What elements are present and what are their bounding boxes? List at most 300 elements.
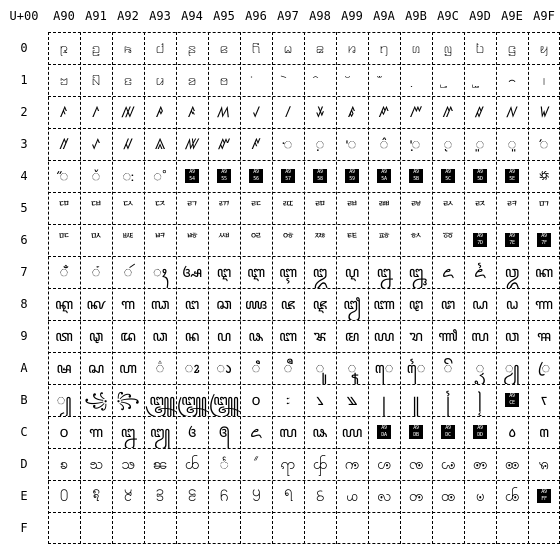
codepoint-hex-box bbox=[185, 169, 199, 183]
codepoint-hex-low: 5C bbox=[445, 176, 451, 182]
glyph-cell: ꧑ bbox=[88, 423, 104, 441]
codepoint-hex-low: DC bbox=[445, 432, 451, 438]
codepoint-hex-high: A9 bbox=[349, 169, 355, 175]
glyph-cell: ꦡ bbox=[88, 327, 104, 345]
grid-line-horizontal bbox=[48, 128, 560, 129]
column-header: A9D bbox=[469, 9, 491, 23]
glyph-cell: ꥬ bbox=[440, 199, 456, 217]
row-header: B bbox=[20, 393, 28, 407]
row-header: D bbox=[20, 457, 28, 471]
corner-label: U+00 bbox=[9, 9, 39, 23]
glyph-cell: ꥦ bbox=[248, 199, 264, 217]
row-header: 4 bbox=[20, 169, 28, 183]
glyph-cell: ꧪ bbox=[376, 455, 392, 473]
row-header: 8 bbox=[20, 297, 28, 311]
glyph-cell: ꦟ bbox=[535, 295, 553, 313]
row-header: 0 bbox=[20, 41, 28, 55]
glyph-cell: ꤕ bbox=[219, 39, 229, 57]
codepoint-hex-box bbox=[441, 425, 455, 439]
glyph-cell: ꧄ bbox=[177, 391, 207, 409]
glyph-cell: ꤸ bbox=[315, 103, 325, 121]
row-header: A bbox=[20, 361, 28, 375]
codepoint-hex-box bbox=[441, 169, 455, 183]
unassigned-codepoint-box bbox=[464, 160, 496, 192]
glyph-cell: ꤳ bbox=[156, 103, 164, 121]
codepoint-hex-box bbox=[377, 425, 391, 439]
codepoint-hex-high: A9 bbox=[381, 169, 387, 175]
grid-line-horizontal bbox=[48, 352, 560, 353]
glyph-cell: ꤠ bbox=[59, 71, 69, 89]
glyph-cell: ꤰ bbox=[60, 103, 68, 121]
glyph-cell: ꥲ bbox=[120, 231, 136, 249]
glyph-cell: ꥟ bbox=[538, 167, 550, 185]
glyph-cell: ꥡ bbox=[88, 199, 104, 217]
grid-line-horizontal bbox=[48, 448, 560, 449]
glyph-cell: ꥇ bbox=[283, 135, 293, 153]
column-header: A9B bbox=[405, 9, 427, 23]
glyph-cell: ꤒ bbox=[123, 39, 133, 57]
codepoint-hex-low: 57 bbox=[285, 176, 291, 182]
glyph-cell: ꧵ bbox=[219, 487, 229, 505]
glyph-cell: ꦹ bbox=[347, 359, 357, 377]
glyph-cell: ꤷ bbox=[285, 103, 291, 121]
grid-line-horizontal bbox=[48, 192, 560, 193]
glyph-cell: ꦓ bbox=[150, 295, 170, 313]
glyph-cell bbox=[272, 64, 304, 96]
unassigned-codepoint-box bbox=[464, 224, 496, 256]
unassigned-codepoint-box bbox=[400, 416, 432, 448]
codepoint-hex-low: 5D bbox=[477, 176, 483, 182]
glyph-cell: ꦋ bbox=[408, 263, 424, 281]
row-header: 7 bbox=[20, 265, 28, 279]
row-header: 5 bbox=[20, 201, 28, 215]
codepoint-hex-box bbox=[217, 169, 231, 183]
glyph-cell: ꧥ bbox=[219, 455, 229, 473]
glyph-cell: ꥫ bbox=[408, 199, 424, 217]
glyph-cell: ꦫ bbox=[409, 327, 423, 345]
glyph-cell: ꤿ bbox=[538, 103, 550, 121]
glyph-cell: ꧸ bbox=[315, 487, 325, 505]
glyph-cell: ꦢ bbox=[120, 327, 136, 345]
unassigned-codepoint-box bbox=[176, 160, 208, 192]
glyph-cell: ꦬ bbox=[438, 327, 458, 345]
glyph-cell: ꦼ bbox=[443, 359, 453, 377]
unassigned-codepoint-box bbox=[496, 384, 528, 416]
glyph-cell: ꥉ bbox=[347, 135, 357, 153]
row-header: E bbox=[20, 489, 28, 503]
glyph-cell: ꦒ bbox=[120, 295, 136, 313]
glyph-cell: ꤔ bbox=[187, 39, 197, 57]
glyph-cell: ꥣ bbox=[152, 199, 168, 217]
row-header: 9 bbox=[20, 329, 28, 343]
unassigned-codepoint-box bbox=[496, 224, 528, 256]
glyph-cell: ꥧ bbox=[280, 199, 296, 217]
glyph-cell: ꧐ bbox=[59, 423, 69, 441]
glyph-cell: ꦏ bbox=[534, 263, 554, 281]
glyph-cell: ꥆ bbox=[251, 135, 261, 153]
codepoint-hex-box bbox=[281, 169, 295, 183]
glyph-cell: ꧃ bbox=[144, 391, 176, 409]
column-header: A9C bbox=[437, 9, 459, 23]
glyph-cell: ꧙ bbox=[341, 423, 363, 441]
glyph-cell: ꧰ bbox=[59, 487, 69, 505]
codepoint-hex-high: A9 bbox=[477, 233, 483, 239]
grid-line-horizontal bbox=[48, 64, 560, 65]
grid-line-horizontal bbox=[48, 320, 560, 321]
glyph-cell: ꤓ bbox=[155, 39, 165, 57]
codepoint-hex-low: 56 bbox=[253, 176, 259, 182]
codepoint-hex-box bbox=[505, 393, 519, 407]
glyph-cell: ꦻ bbox=[406, 359, 426, 377]
glyph-cell: ꧳ bbox=[155, 487, 165, 505]
codepoint-hex-box bbox=[313, 169, 327, 183]
codepoint-hex-high: A9 bbox=[189, 169, 195, 175]
glyph-cell: ꤶ bbox=[252, 103, 260, 121]
glyph-cell: ꦑ bbox=[86, 295, 106, 313]
glyph-cell: ꦰ bbox=[56, 359, 72, 377]
grid-line-horizontal bbox=[48, 416, 560, 417]
glyph-cell: ꧡ bbox=[89, 455, 103, 473]
glyph-cell: ꤑ bbox=[91, 39, 101, 57]
glyph-cell: ꤗ bbox=[283, 39, 293, 57]
glyph-cell: ꦄ bbox=[181, 263, 203, 281]
glyph-cell bbox=[368, 64, 400, 96]
glyph-cell: ꦭ bbox=[471, 327, 489, 345]
codepoint-hex-low: FF bbox=[541, 496, 547, 502]
codepoint-hex-box bbox=[505, 233, 519, 247]
codepoint-hex-high: A9 bbox=[445, 425, 451, 431]
codepoint-hex-box bbox=[249, 169, 263, 183]
glyph-cell: ꦍ bbox=[474, 263, 486, 281]
glyph-cell: ꥃ bbox=[155, 135, 165, 153]
glyph-cell: ꦧ bbox=[278, 327, 298, 345]
glyph-cell bbox=[400, 64, 432, 96]
codepoint-hex-high: A9 bbox=[477, 425, 483, 431]
glyph-cell: ꦐ bbox=[54, 295, 74, 313]
glyph-cell: ꦁ bbox=[91, 263, 101, 281]
glyph-cell: ꦇ bbox=[278, 263, 298, 281]
column-header: A96 bbox=[245, 9, 267, 23]
unassigned-codepoint-box bbox=[272, 160, 304, 192]
glyph-cell: ꦷ bbox=[283, 359, 293, 377]
glyph-cell: ꥒ bbox=[122, 167, 134, 185]
column-header: A97 bbox=[277, 9, 299, 23]
grid-line-horizontal bbox=[48, 480, 560, 481]
glyph-cell: ꧋ bbox=[412, 391, 420, 409]
codepoint-hex-high: A9 bbox=[477, 169, 483, 175]
glyph-cell: ꦲ bbox=[119, 359, 137, 377]
glyph-cell: ꦙ bbox=[343, 295, 361, 313]
glyph-cell: ꥂ bbox=[123, 135, 133, 153]
codepoint-hex-box bbox=[377, 169, 391, 183]
glyph-cell: ꧉ bbox=[346, 391, 358, 409]
column-header: A9A bbox=[373, 9, 395, 23]
glyph-cell: ꧒ bbox=[120, 423, 136, 441]
unassigned-codepoint-box bbox=[368, 160, 400, 192]
glyph-cell: ꦎ bbox=[504, 263, 520, 281]
unassigned-codepoint-box bbox=[400, 160, 432, 192]
glyph-cell: ꥓ bbox=[153, 167, 167, 185]
glyph-cell: ꤥ bbox=[219, 71, 229, 89]
glyph-cell: ꦠ bbox=[55, 327, 73, 345]
glyph-cell: ꥷ bbox=[280, 231, 296, 249]
codepoint-hex-box bbox=[473, 233, 487, 247]
glyph-cell: ꧬ bbox=[440, 455, 456, 473]
row-header: C bbox=[20, 425, 28, 439]
grid-line-horizontal bbox=[48, 384, 560, 385]
glyph-cell: ꥈ bbox=[315, 135, 325, 153]
glyph-cell: ꥭ bbox=[472, 199, 488, 217]
glyph-cell: ꦅ bbox=[216, 263, 232, 281]
glyph-cell: ꦘ bbox=[312, 295, 328, 313]
glyph-cell: ꧴ bbox=[187, 487, 197, 505]
glyph-cell: ꦀ bbox=[59, 263, 69, 281]
glyph-cell: ꤯ bbox=[539, 71, 549, 89]
glyph-cell: ꧅ bbox=[209, 391, 239, 409]
codepoint-hex-low: CE bbox=[509, 400, 515, 406]
glyph-cell: ꤡ bbox=[91, 71, 101, 89]
grid-line-horizontal bbox=[48, 288, 560, 289]
column-header: A9E bbox=[501, 9, 523, 23]
unassigned-codepoint-box bbox=[336, 160, 368, 192]
glyph-cell: ꦵ bbox=[216, 359, 232, 377]
column-header: A98 bbox=[309, 9, 331, 23]
codepoint-hex-low: 54 bbox=[189, 176, 195, 182]
glyph-cell: ꧀ bbox=[56, 391, 72, 409]
codepoint-hex-high: A9 bbox=[221, 169, 227, 175]
glyph-cell: ꧢ bbox=[121, 455, 135, 473]
row-header: 3 bbox=[20, 137, 28, 151]
glyph-cell: ꦦ bbox=[248, 327, 264, 345]
glyph-cell bbox=[432, 64, 464, 96]
glyph-cell: ꧗ bbox=[279, 423, 297, 441]
grid-line-horizontal bbox=[48, 224, 560, 225]
codepoint-hex-high: A9 bbox=[317, 169, 323, 175]
glyph-cell: ꧩ bbox=[344, 455, 360, 473]
glyph-cell: ꥺ bbox=[376, 231, 392, 249]
codepoint-hex-high: A9 bbox=[509, 169, 515, 175]
unassigned-codepoint-box bbox=[464, 416, 496, 448]
glyph-cell: ꧭ bbox=[472, 455, 488, 473]
glyph-cell: ꦚ bbox=[373, 295, 395, 313]
glyph-cell: ꧆ bbox=[251, 391, 261, 409]
codepoint-hex-low: DB bbox=[413, 432, 419, 438]
glyph-cell: ꧇ bbox=[285, 391, 291, 409]
glyph-cell: ꦜ bbox=[440, 295, 456, 313]
codepoint-hex-high: A9 bbox=[445, 169, 451, 175]
codepoint-hex-low: 7E bbox=[509, 240, 515, 246]
glyph-cell: ꦊ bbox=[376, 263, 392, 281]
glyph-cell: ꧓ bbox=[149, 423, 171, 441]
glyph-cell: ꧾ bbox=[504, 487, 520, 505]
glyph-cell: ꥋ bbox=[411, 135, 421, 153]
column-header: A99 bbox=[341, 9, 363, 23]
glyph-cell: ꤻ bbox=[410, 103, 422, 121]
glyph-cell: ꤾ bbox=[506, 103, 518, 121]
glyph-cell: ꤟ bbox=[539, 39, 549, 57]
glyph-cell: ꧊ bbox=[382, 391, 386, 409]
glyph-cell: ꤞ bbox=[507, 39, 517, 57]
codepoint-hex-low: 58 bbox=[317, 176, 323, 182]
glyph-cell: ꧯ bbox=[538, 455, 550, 473]
glyph-cell: ꧻ bbox=[408, 487, 424, 505]
glyph-cell: ꤺ bbox=[379, 103, 389, 121]
glyph-cell: ꤝ bbox=[475, 39, 485, 57]
glyph-cell: ꦖ bbox=[244, 295, 268, 313]
glyph-cell: ꧌ bbox=[445, 391, 451, 409]
glyph-cell: ꤮ bbox=[508, 71, 516, 89]
glyph-cell: ꤤ bbox=[187, 71, 197, 89]
codepoint-hex-high: A9 bbox=[285, 169, 291, 175]
glyph-cell: ꦂ bbox=[123, 263, 133, 281]
glyph-cell: ꦴ bbox=[184, 359, 200, 377]
unassigned-codepoint-box bbox=[432, 416, 464, 448]
glyph-cell: ꥅ bbox=[218, 135, 230, 153]
codepoint-hex-high: A9 bbox=[509, 393, 515, 399]
glyph-cell: ꧹ bbox=[346, 487, 358, 505]
glyph-cell bbox=[336, 64, 368, 96]
glyph-cell: ꤛ bbox=[411, 39, 421, 57]
row-header: 6 bbox=[20, 233, 28, 247]
glyph-cell: ꥐ bbox=[59, 167, 69, 185]
glyph-cell: ꥮ bbox=[504, 199, 520, 217]
codepoint-hex-low: DD bbox=[477, 432, 483, 438]
glyph-cell: ꥯ bbox=[536, 199, 552, 217]
glyph-cell: ꥻ bbox=[408, 231, 424, 249]
column-header: A95 bbox=[213, 9, 235, 23]
codepoint-hex-box bbox=[345, 169, 359, 183]
glyph-cell: ꤚ bbox=[379, 39, 389, 57]
glyph-cell: ꦥ bbox=[216, 327, 232, 345]
glyph-cell: ꦸ bbox=[315, 359, 325, 377]
glyph-cell: ꧍ bbox=[477, 391, 483, 409]
glyph-cell: ꦾ bbox=[504, 359, 520, 377]
glyph-cell: ꦨ bbox=[313, 327, 327, 345]
glyph-cell bbox=[464, 64, 496, 96]
glyph-cell: ꦉ bbox=[344, 263, 360, 281]
codepoint-hex-low: 7D bbox=[477, 240, 483, 246]
glyph-cell: ꤢ bbox=[123, 71, 133, 89]
glyph-cell: ꦳ bbox=[155, 359, 165, 377]
unassigned-codepoint-box bbox=[432, 160, 464, 192]
glyph-cell: ꦽ bbox=[475, 359, 485, 377]
glyph-cell: ꧲ bbox=[123, 487, 133, 505]
grid-line-horizontal bbox=[48, 96, 560, 97]
codepoint-hex-high: A9 bbox=[253, 169, 259, 175]
glyph-cell: ꧔ bbox=[187, 423, 197, 441]
glyph-cell: ꥊ bbox=[379, 135, 389, 153]
glyph-cell: ꦤ bbox=[184, 327, 200, 345]
grid-line-horizontal bbox=[48, 160, 560, 161]
glyph-cell: ꧂ bbox=[116, 391, 140, 409]
unassigned-codepoint-box bbox=[496, 160, 528, 192]
glyph-cell: ꧘ bbox=[312, 423, 328, 441]
glyph-cell: ꦔ bbox=[184, 295, 200, 313]
glyph-cell: ꧧ bbox=[280, 455, 296, 473]
codepoint-hex-low: 5A bbox=[381, 176, 387, 182]
glyph-cell: ꦯ bbox=[536, 327, 552, 345]
glyph-cell: ꧨ bbox=[312, 455, 328, 473]
glyph-cell: ꥠ bbox=[56, 199, 72, 217]
row-header: 2 bbox=[20, 105, 28, 119]
codepoint-hex-high: A9 bbox=[541, 233, 547, 239]
codepoint-hex-high: A9 bbox=[541, 489, 547, 495]
glyph-cell: ꥼ bbox=[440, 231, 456, 249]
glyph-cell: ꦩ bbox=[344, 327, 360, 345]
glyph-cell: ꦱ bbox=[87, 359, 105, 377]
glyph-cell: ꥪ bbox=[376, 199, 392, 217]
glyph-cell bbox=[304, 64, 336, 96]
glyph-cell: ꦆ bbox=[246, 263, 266, 281]
codepoint-hex-box bbox=[537, 489, 551, 503]
codepoint-hex-high: A9 bbox=[509, 233, 515, 239]
glyph-cell: ꤜ bbox=[443, 39, 453, 57]
glyph-cell: ꥩ bbox=[344, 199, 360, 217]
glyph-cell: ꥹ bbox=[344, 231, 360, 249]
glyph-cell: ꥳ bbox=[152, 231, 168, 249]
glyph-cell: ꦶ bbox=[251, 359, 261, 377]
glyph-cell: ꥎ bbox=[507, 135, 517, 153]
codepoint-hex-low: 5B bbox=[413, 176, 419, 182]
glyph-cell: ꧱ bbox=[92, 487, 100, 505]
codepoint-hex-box bbox=[409, 425, 423, 439]
glyph-cell: ꧟ bbox=[538, 423, 550, 441]
glyph-cell: ꥱ bbox=[88, 231, 104, 249]
glyph-cell: ꦿ bbox=[537, 359, 551, 377]
glyph-cell: ꤐ bbox=[59, 39, 69, 57]
codepoint-hex-box bbox=[473, 425, 487, 439]
glyph-cell: ꧦ bbox=[254, 455, 258, 473]
glyph-cell: ꥤ bbox=[184, 199, 200, 217]
glyph-cell: ꧼ bbox=[440, 487, 456, 505]
glyph-cell: ꥑ bbox=[91, 167, 101, 185]
glyph-cell: ꧏ bbox=[540, 391, 548, 409]
glyph-cell: ꧫ bbox=[408, 455, 424, 473]
glyph-cell: ꦃ bbox=[152, 263, 168, 281]
glyph-cell: ꤱ bbox=[92, 103, 100, 121]
glyph-cell: ꥀ bbox=[59, 135, 69, 153]
glyph-cell: ꤲ bbox=[121, 103, 135, 121]
codepoint-hex-low: 55 bbox=[221, 176, 227, 182]
glyph-cell: ꦛ bbox=[408, 295, 424, 313]
glyph-cell: ꥁ bbox=[91, 135, 101, 153]
unassigned-codepoint-box bbox=[240, 160, 272, 192]
glyph-cell: ꥴ bbox=[184, 231, 200, 249]
glyph-cell: ꧮ bbox=[504, 455, 520, 473]
glyph-cell: ꧁ bbox=[84, 391, 108, 409]
glyph-cell: ꤼ bbox=[443, 103, 453, 121]
column-header: A93 bbox=[149, 9, 171, 23]
codepoint-hex-high: A9 bbox=[413, 169, 419, 175]
glyph-cell: ꧺ bbox=[376, 487, 392, 505]
glyph-cell: ꥍ bbox=[475, 135, 485, 153]
glyph-cell: ꧶ bbox=[251, 487, 261, 505]
glyph-cell: ꥥ bbox=[216, 199, 232, 217]
glyph-cell: ꧖ bbox=[250, 423, 262, 441]
column-header: A91 bbox=[85, 9, 107, 23]
glyph-cell: ꧕ bbox=[218, 423, 230, 441]
unassigned-codepoint-box bbox=[368, 416, 400, 448]
grid-line-horizontal bbox=[48, 512, 560, 513]
glyph-cell: ꧣ bbox=[152, 455, 168, 473]
glyph-cell: ꥨ bbox=[312, 199, 328, 217]
unassigned-codepoint-box bbox=[304, 160, 336, 192]
glyph-cell: ꥏ bbox=[539, 135, 549, 153]
unassigned-codepoint-box bbox=[528, 224, 560, 256]
glyph-cell: ꧤ bbox=[184, 455, 200, 473]
column-header: A9F bbox=[533, 9, 555, 23]
glyph-cell: ꧈ bbox=[316, 391, 324, 409]
